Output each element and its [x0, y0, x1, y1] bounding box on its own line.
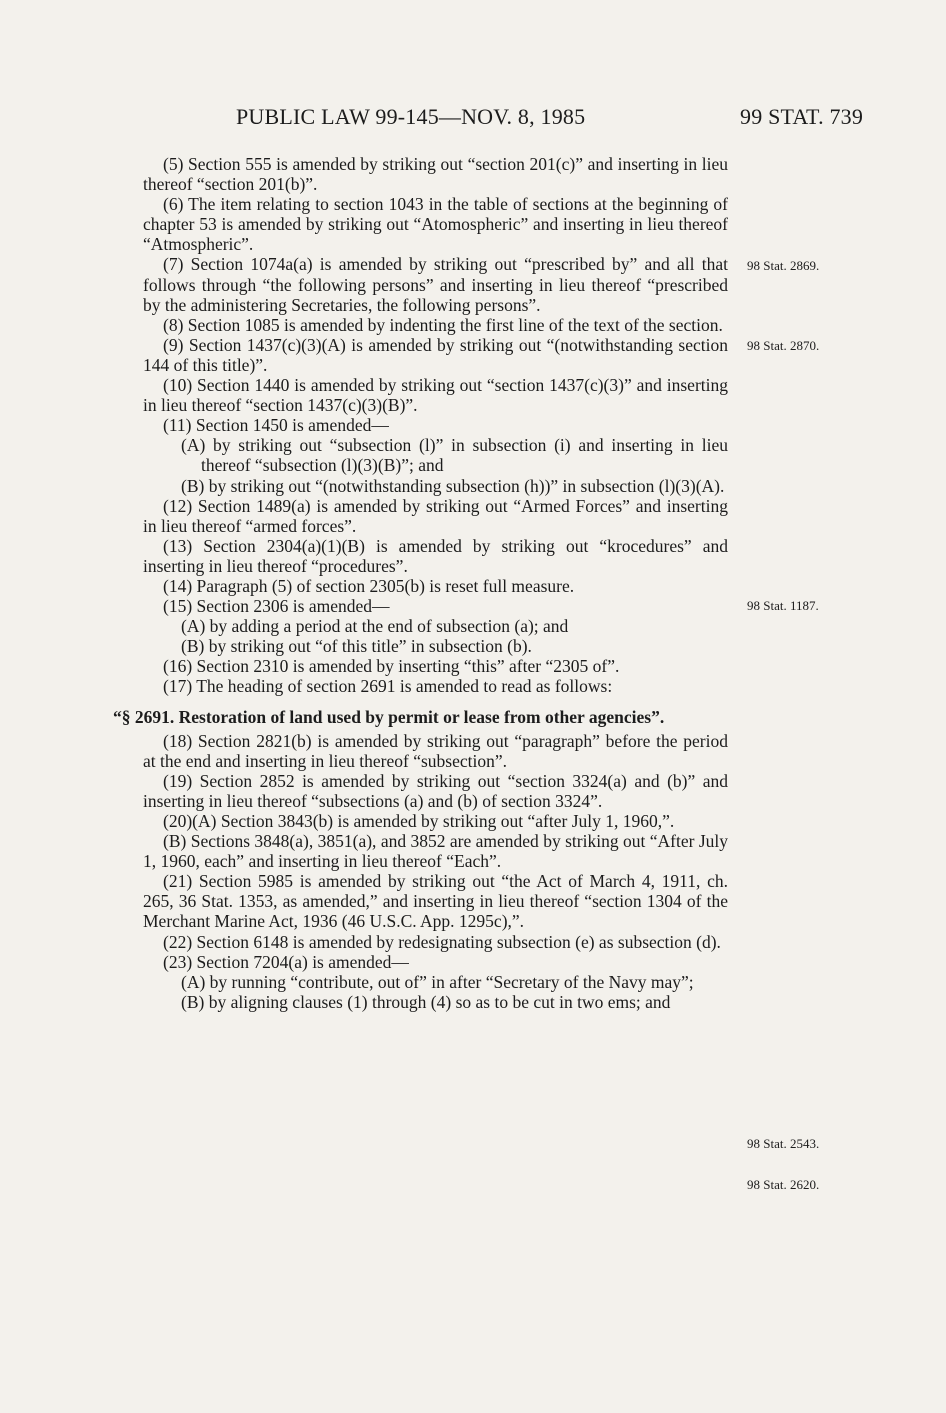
- subparagraph: (B) by aligning clauses (1) through (4) so as to be cut in two ems; and: [181, 991, 671, 1012]
- paragraph: (9) Section 1437(c)(3)(A) is amended by striking out “(notwithstanding section 144 of this title)”.: [143, 334, 728, 375]
- paragraph: (10) Section 1440 is amended by striking out “section 1437(c)(3)” and inserting in lieu thereof “section 1437(c)(3)(B)”.: [143, 375, 728, 416]
- paragraph: (14) Paragraph (5) of section 2305(b) is reset full measure.: [163, 575, 575, 596]
- subparagraph: (A) by running “contribute, out of” in after “Secretary of the Navy may”;: [181, 971, 694, 992]
- paragraph: (7) Section 1074a(a) is amended by striking out “prescribed by” and all that follows through “the following persons” and inserting in lieu thereof “prescribed by the administering Secretaries, the following persons”.: [143, 254, 728, 315]
- subparagraph: (B) by striking out “(notwithstanding subsection (h))” in subsection (l)(3)(A).: [181, 475, 725, 496]
- paragraph: (8) Section 1085 is amended by indenting the first line of the text of the section.: [163, 314, 723, 335]
- paragraph: (23) Section 7204(a) is amended—: [163, 951, 409, 972]
- section-heading: “§ 2691. Restoration of land used by permit or lease from other agencies”.: [113, 706, 665, 727]
- paragraph: (20)(A) Section 3843(b) is amended by striking out “after July 1, 1960,”.: [163, 811, 675, 831]
- margin-note: 98 Stat. 2620.: [747, 1177, 820, 1192]
- margin-note: 98 Stat. 1187.: [747, 598, 819, 613]
- margin-note: 98 Stat. 2543.: [747, 1136, 820, 1151]
- subparagraph: (A) by striking out “subsection (l)” in subsection (i) and inserting in lieu thereof “subsection (l)(3)(B)”; and: [181, 435, 728, 476]
- paragraph: (16) Section 2310 is amended by inserting “this” after “2305 of”.: [163, 656, 620, 677]
- paragraph: (B) Sections 3848(a), 3851(a), and 3852 are amended by striking out “After July 1, 1960, each” and inserting in lieu thereof “Each”.: [143, 831, 728, 872]
- paragraph: (22) Section 6148 is amended by redesignating subsection (e) as subsection (d).: [163, 931, 721, 952]
- law-text-body: [113, 154, 728, 1012]
- paragraph: (11) Section 1450 is amended—: [163, 415, 389, 436]
- paragraph: (6) The item relating to section 1043 in the table of sections at the beginning of chapter 53 is amended by striking out “Atomospheric” and inserting in lieu thereof “Atmospheric”.: [143, 194, 728, 255]
- paragraph: (12) Section 1489(a) is amended by striking out “Armed Forces” and inserting in lieu thereof “armed forces”.: [143, 495, 728, 536]
- paragraph: (17) The heading of section 2691 is amended to read as follows:: [163, 676, 613, 697]
- paragraph: (21) Section 5985 is amended by striking out “the Act of March 4, 1911, ch. 265, 36 Stat. 1353, as amended,” and inserting in lieu thereof “section 1304 of the Merchant Marine Act, 1936 (46 U.S.C. App. 1295c),”.: [143, 871, 728, 932]
- subparagraph: (B) by striking out “of this title” in subsection (b).: [181, 636, 532, 657]
- paragraph: (13) Section 2304(a)(1)(B) is amended by striking out “krocedures” and inserting in lieu thereof “procedures”.: [143, 535, 728, 576]
- page-header: [0, 104, 946, 134]
- paragraph: (15) Section 2306 is amended—: [163, 596, 390, 617]
- paragraph: (5) Section 555 is amended by striking out “section 201(c)” and inserting in lieu thereof “section 201(b)”.: [143, 154, 728, 195]
- page-stat-number: 99 STAT. 739: [740, 104, 864, 129]
- margin-note: 98 Stat. 2869.: [747, 258, 820, 273]
- paragraph: (19) Section 2852 is amended by striking out “section 3324(a) and (b)” and inserting in lieu thereof “subsections (a) and (b) of section 3324”.: [143, 770, 728, 811]
- margin-note: 98 Stat. 2870.: [747, 338, 820, 353]
- running-head-title: PUBLIC LAW 99-145—NOV. 8, 1985: [236, 104, 586, 129]
- paragraph: (18) Section 2821(b) is amended by striking out “paragraph” before the period at the end and inserting in lieu thereof “subsection”.: [143, 730, 728, 771]
- subparagraph: (A) by adding a period at the end of subsection (a); and: [181, 616, 569, 637]
